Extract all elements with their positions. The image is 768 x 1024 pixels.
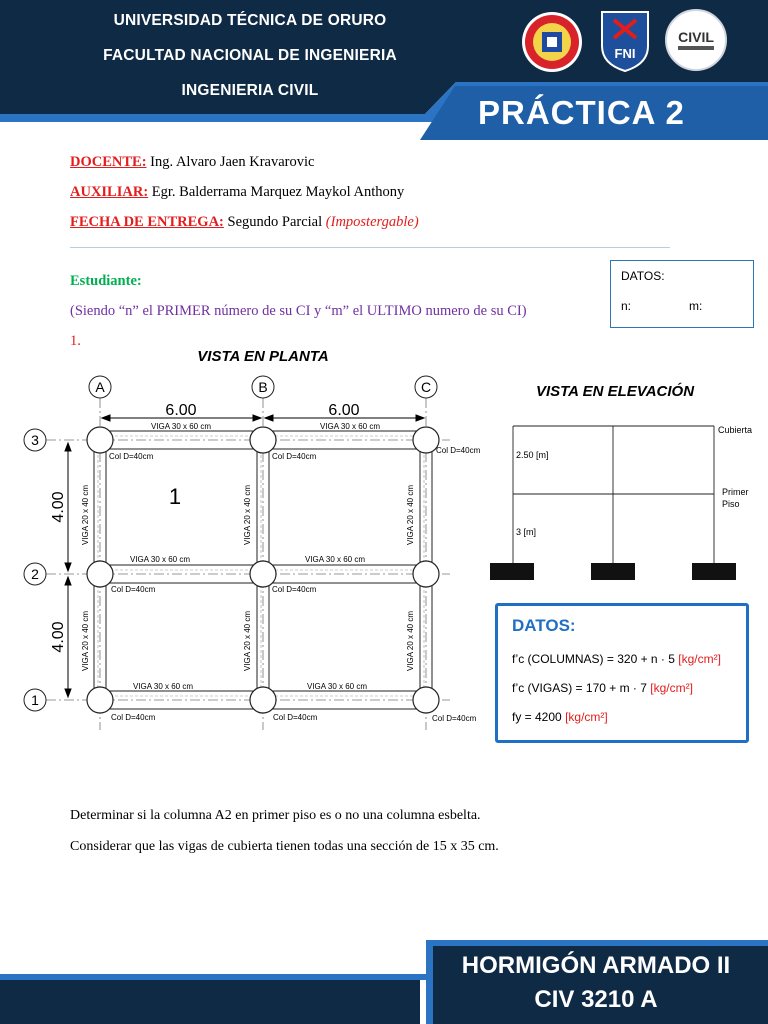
panel-number: 1 xyxy=(168,484,182,509)
faculty-name: FACULTAD NACIONAL DE INGENIERIA xyxy=(103,47,397,64)
column-label: Col D=40cm xyxy=(273,713,318,722)
student-datos-box xyxy=(610,260,754,328)
axis-label-b: B xyxy=(258,379,268,395)
axis-label-2: 2 xyxy=(31,566,39,582)
elevation-title: VISTA EN ELEVACIÓN xyxy=(535,383,695,400)
fecha-value: Segundo Parcial xyxy=(227,214,323,230)
beam-label: VIGA 20 x 40 cm xyxy=(406,484,415,546)
height-bottom: 3 [m] xyxy=(516,527,537,537)
elevation-view xyxy=(480,370,768,590)
student-datos-title: DATOS: xyxy=(621,269,665,283)
column-label: Col D=40cm xyxy=(272,585,317,594)
first-floor-label: Primer xyxy=(722,487,749,497)
beam-label: VIGA 20 x 40 cm xyxy=(81,484,90,546)
fecha-note: (Impostergable) xyxy=(325,214,419,230)
student-n-label: n: xyxy=(621,299,632,313)
auxiliar-label: AUXILIAR: xyxy=(70,184,149,200)
datos-line-columns xyxy=(512,652,721,666)
datos-line-beams xyxy=(512,681,693,695)
column-label: Col D=40cm xyxy=(272,452,317,461)
item-number: 1. xyxy=(70,333,81,349)
beam-label: VIGA 30 x 60 cm xyxy=(304,555,366,564)
column-label: Col D=40cm xyxy=(436,446,481,455)
datos-title: DATOS: xyxy=(512,616,576,635)
column-label: Col D=40cm xyxy=(111,713,156,722)
docente-name: Ing. Alvaro Jaen Kravarovic xyxy=(150,154,315,170)
column-label: Col D=40cm xyxy=(432,714,477,723)
beam-label: VIGA 20 x 40 cm xyxy=(243,610,252,672)
datos-box xyxy=(495,603,749,743)
span-21: 4.00 xyxy=(50,621,67,653)
frame-lines xyxy=(513,426,714,563)
auxiliar-line xyxy=(70,184,404,201)
beam-label: VIGA 20 x 40 cm xyxy=(243,484,252,546)
beam-label: VIGA 30 x 60 cm xyxy=(132,682,194,691)
column-label: Col D=40cm xyxy=(109,452,154,461)
ci-note: (Siendo “n” el PRIMER número de su CI y “m” el ULTIMO numero de su CI) xyxy=(70,303,527,319)
axis-label-a: A xyxy=(95,379,105,395)
course-name: HORMIGÓN ARMADO II xyxy=(461,952,731,979)
civil-logo-text: CIVIL xyxy=(678,29,714,45)
practice-title: PRÁCTICA 2 xyxy=(478,94,685,131)
divider xyxy=(70,247,670,248)
fecha-line xyxy=(70,214,419,231)
height-top: 2.50 [m] xyxy=(516,450,549,460)
footing xyxy=(490,563,534,580)
beam-label: VIGA 20 x 40 cm xyxy=(81,610,90,672)
fc-columns-unit: [kg/cm²] xyxy=(678,652,721,666)
roof-label: Cubierta xyxy=(718,425,753,435)
fc-beams-unit: [kg/cm²] xyxy=(650,681,693,695)
span-ab: 6.00 xyxy=(165,402,197,419)
fni-logo-text: FNI xyxy=(614,46,636,61)
task-line-1: Determinar si la columna A2 en primer piso es o no una columna esbelta. xyxy=(70,808,481,823)
footing xyxy=(692,563,736,580)
docente-line xyxy=(70,154,314,171)
dim-lines-y xyxy=(65,443,71,697)
course-code: CIV 3210 A xyxy=(534,986,658,1013)
span-bc: 6.00 xyxy=(328,402,360,419)
docente-label: DOCENTE: xyxy=(70,154,147,170)
fecha-label: FECHA DE ENTREGA: xyxy=(70,214,224,230)
civil-logo-icon xyxy=(664,8,728,72)
first-floor-label-2: Piso xyxy=(722,499,740,509)
column-label: Col D=40cm xyxy=(111,585,156,594)
plan-view xyxy=(0,340,500,740)
student-m-label: m: xyxy=(689,299,703,313)
fc-beams: f’c (VIGAS) = 170 + m · 7 xyxy=(512,681,647,695)
uto-seal-icon xyxy=(520,10,584,74)
footing xyxy=(591,563,635,580)
career-name: INGENIERIA CIVIL xyxy=(181,82,319,99)
beam-label: VIGA 30 x 60 cm xyxy=(306,682,368,691)
axis-label-c: C xyxy=(420,379,432,395)
university-name: UNIVERSIDAD TÉCNICA DE ORURO xyxy=(113,12,387,29)
student-label: Estudiante: xyxy=(70,273,142,289)
beam-label: VIGA 30 x 60 cm xyxy=(319,422,381,431)
fy-unit: [kg/cm²] xyxy=(565,710,608,724)
auxiliar-name: Egr. Balderrama Marquez Maykol Anthony xyxy=(151,184,405,200)
task-line-2: Considerar que las vigas de cubierta tienen todas una sección de 15 x 35 cm. xyxy=(70,839,499,854)
fy-value: fy = 4200 xyxy=(512,710,562,724)
fc-columns: f’c (COLUMNAS) = 320 + n · 5 xyxy=(512,652,675,666)
plan-title: VISTA EN PLANTA xyxy=(197,348,329,365)
datos-line-fy xyxy=(512,710,608,724)
beam-label: VIGA 30 x 60 cm xyxy=(150,422,212,431)
beam-label: VIGA 30 x 60 cm xyxy=(129,555,191,564)
fni-logo-icon xyxy=(598,8,652,74)
span-32: 4.00 xyxy=(50,491,67,523)
axis-label-3: 3 xyxy=(31,432,39,448)
axis-label-1: 1 xyxy=(31,692,39,708)
beam-label: VIGA 20 x 40 cm xyxy=(406,610,415,672)
